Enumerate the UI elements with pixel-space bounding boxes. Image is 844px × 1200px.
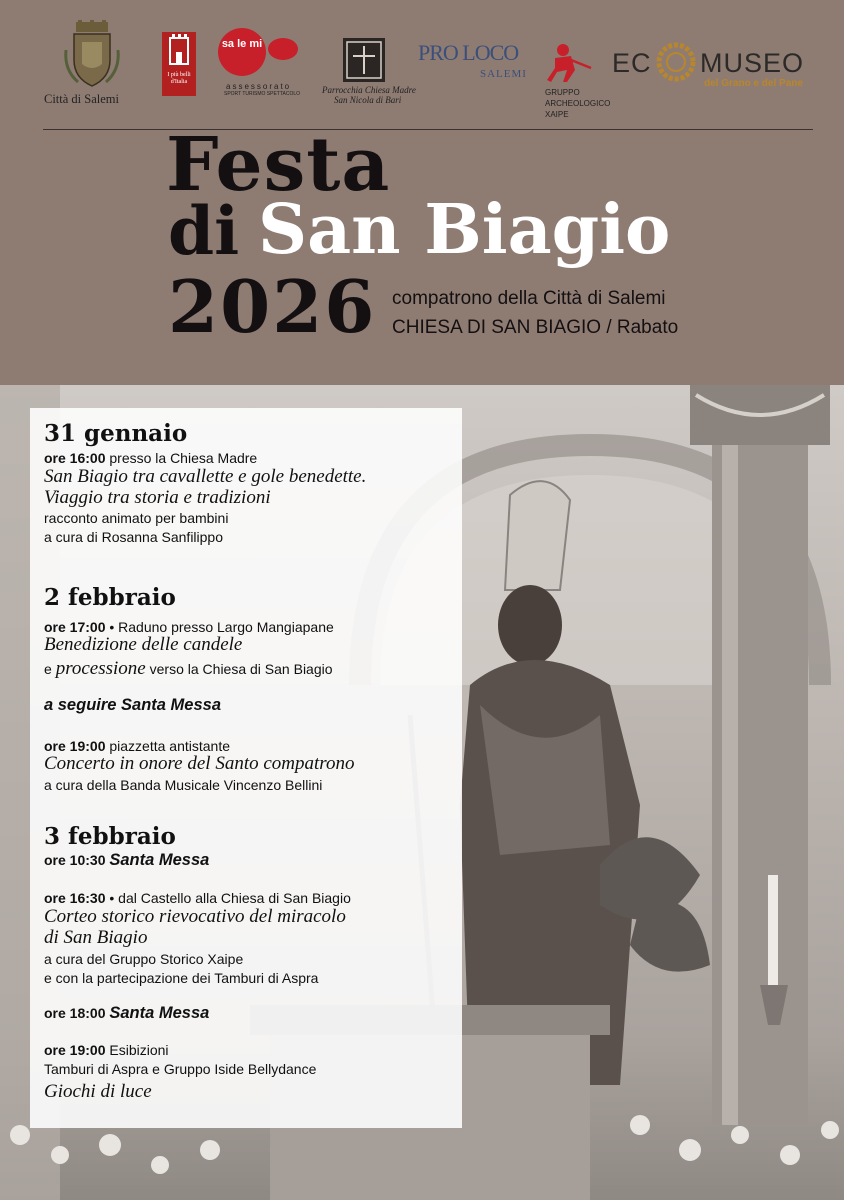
day3-text-2: • dal Castello alla Chiesa di San Biagio (105, 890, 351, 906)
ecomuseo-text-left: EC (612, 48, 652, 78)
salemi-logo-icon (218, 28, 266, 76)
day3-title-2b: di San Biagio (44, 927, 148, 948)
salemi-logo-word: sa le mi (221, 38, 263, 50)
day3-messa-1: Santa Messa (109, 851, 210, 869)
day1-title-2: Viaggio tra storia e tradizioni (44, 487, 271, 508)
parrocchia-caption-2: San Nicola di Bari (334, 95, 402, 105)
day2-time1-line (44, 619, 334, 635)
parrocchia-caption-1: Parrocchia Chiesa Madre (322, 85, 416, 95)
proloco-logo: PRO LOCO (418, 40, 519, 65)
title-year: 2026 (168, 264, 377, 349)
title-san-biagio: San Biagio (258, 190, 671, 270)
day3-title-4: Giochi di luce (44, 1081, 152, 1102)
day2-text-1: • Raduno presso Largo Mangiapane (105, 619, 334, 635)
title-di: di (168, 192, 240, 270)
day2-title-1: Benedizione delle candele (44, 634, 243, 655)
day3-time-1: ore 10:30 (44, 852, 106, 868)
day2-verso: verso la Chiesa di San Biagio (145, 661, 333, 677)
day1-date: 31 gennaio (44, 420, 188, 447)
day3-desc-4: Tamburi di Aspra e Gruppo Iside Bellydance (44, 1061, 317, 1077)
day2-time-1: ore 17:00 (44, 619, 106, 635)
gruppo-label-2: ARCHEOLOGICO (545, 99, 611, 108)
day3-time-3: ore 18:00 (44, 1005, 106, 1021)
day3-time1-line (44, 851, 209, 870)
day2-e: e (44, 661, 56, 677)
day3-time-2: ore 16:30 (44, 890, 106, 906)
day3-desc-2a: a cura del Gruppo Storico Xaipe (44, 951, 244, 967)
day2-desc-2: a cura della Banda Musicale Vincenzo Bellini (44, 777, 323, 793)
day1-desc-1: racconto animato per bambini (44, 510, 229, 526)
ecomuseo-sub: del Grano e del Pane (704, 78, 803, 89)
header-divider (43, 129, 813, 130)
day2-date: 2 febbraio (44, 584, 176, 611)
citta-di-salemi-crest-icon (62, 20, 122, 88)
assessorato-sub: SPORT TURISMO SPETTACOLO (224, 91, 301, 97)
day3-desc-2b: e con la partecipazione dei Tamburi di Aspra (44, 970, 319, 986)
day2-time-2: ore 19:00 (44, 738, 106, 754)
header-band (0, 0, 844, 385)
subtitle-chiesa: CHIESA DI SAN BIAGIO / Rabato (392, 317, 679, 338)
assessorato-badge-icon (268, 38, 298, 60)
day1-title-1: San Biagio tra cavallette e gole benedette. (44, 466, 367, 487)
day1-time-line (44, 450, 257, 466)
day3-title-2a: Corteo storico rievocativo del miracolo (44, 906, 346, 927)
title-festa: Festa (166, 122, 391, 208)
warrior-figure-icon (545, 42, 593, 84)
day3-messa-3: Santa Messa (109, 1004, 210, 1022)
day3-date: 3 febbraio (44, 823, 176, 850)
subtitle-compatrono: compatrono della Città di Salemi (392, 288, 666, 309)
parrocchia-emblem-icon (343, 38, 385, 82)
day3-text-4: Esibizioni (105, 1042, 169, 1058)
assessorato-label: assessorato (226, 82, 292, 91)
wheat-wreath-icon (654, 40, 698, 84)
borghi-logo-icon (162, 32, 196, 96)
gruppo-label-3: XAIPE (545, 110, 569, 119)
borghi-caption: I più belli d'Italia (167, 72, 191, 85)
proloco-sub: SALEMI (480, 68, 527, 80)
day3-time2-line (44, 890, 351, 906)
day3-time4-line (44, 1042, 169, 1058)
day1-time: ore 16:00 (44, 450, 106, 466)
day1-place: presso la Chiesa Madre (105, 450, 258, 466)
day2-title-2: Concerto in onore del Santo compatrono (44, 753, 355, 774)
citta-caption: Città di Salemi (44, 92, 119, 106)
day3-time-4: ore 19:00 (44, 1042, 106, 1058)
gruppo-label-1: GRUPPO (545, 88, 580, 97)
day2-processione-line (44, 658, 333, 680)
day3-time3-line (44, 1004, 209, 1023)
day2-seguire: a seguire Santa Messa (44, 696, 222, 714)
day1-desc-2: a cura di Rosanna Sanfilippo (44, 529, 224, 545)
day2-text-2: piazzetta antistante (105, 738, 231, 754)
day2-processione: processione (55, 658, 146, 679)
ecomuseo-text-right: MUSEO (700, 48, 805, 78)
day2-time2-line (44, 738, 230, 754)
logo-strip (0, 0, 844, 130)
